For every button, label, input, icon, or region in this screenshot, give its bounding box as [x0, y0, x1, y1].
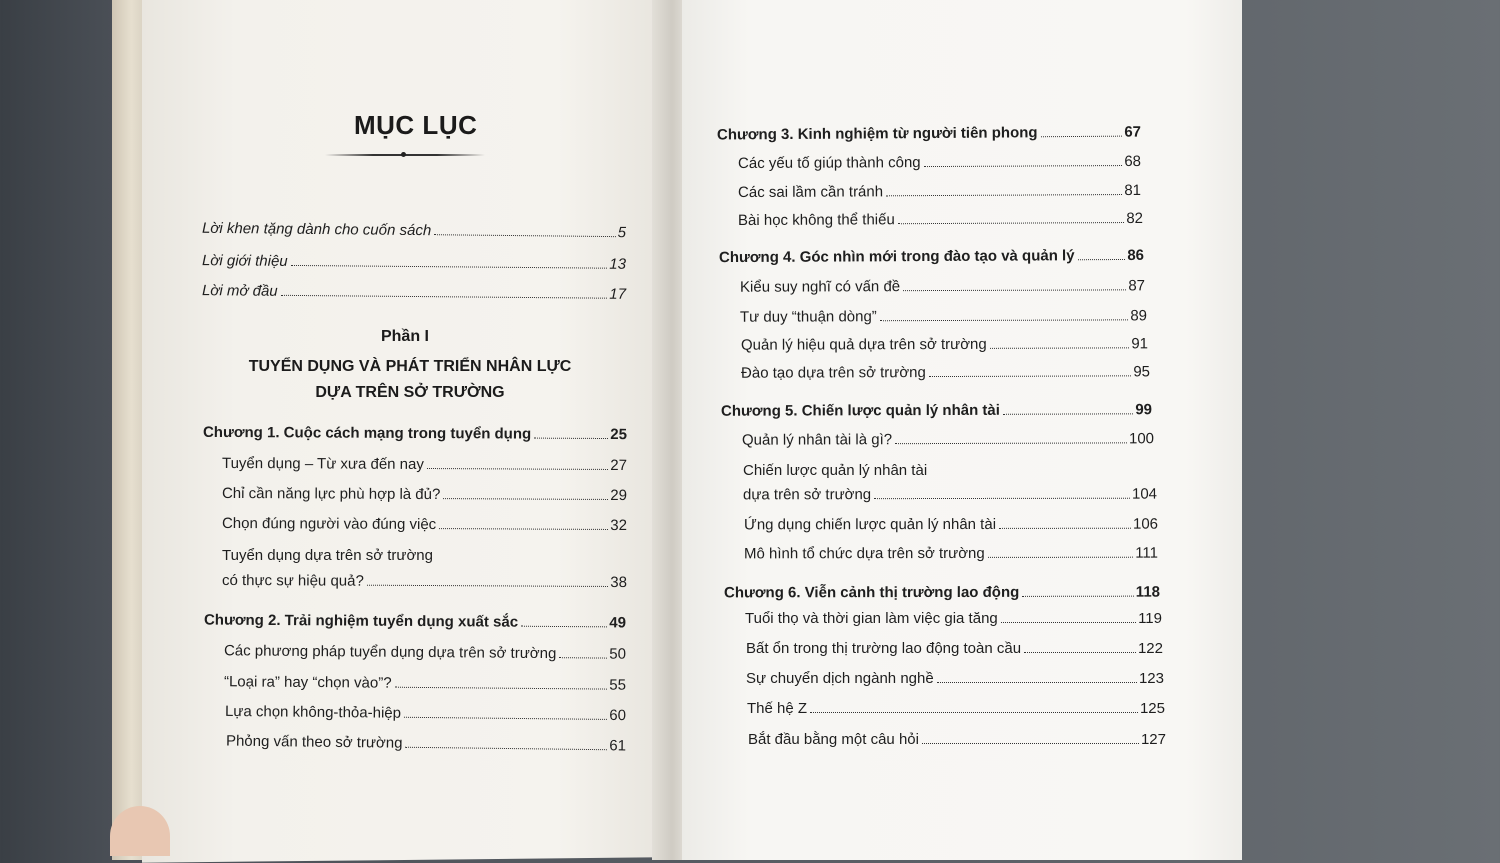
toc-section-3-3: Bài học không thể thiếu 82: [737, 209, 1144, 230]
toc-section-4-3: Quản lý hiệu quả dựa trên sở trường 91: [740, 335, 1149, 354]
toc-section-2-2: “Loại ra” hay “chọn vào”? 55: [223, 673, 627, 694]
toc-chapter-4: Chương 4. Góc nhìn mới trong đào tạo và quản lý 86: [718, 246, 1145, 267]
toc-section-2-3: Lựa chọn không-thỏa-hiệp 60: [224, 702, 627, 725]
toc-entry-preface: Lời mở đầu 17: [201, 282, 627, 303]
toc-section-6-2: Bất ổn trong thị trường lao động toàn cầu 122: [746, 640, 1163, 657]
toc-section-5-3: Ứng dụng chiến lược quản lý nhân tài 106: [743, 515, 1159, 534]
toc-chapter-6: Chương 6. Viễn cảnh thị trường lao động 118: [723, 583, 1161, 602]
part-label: Phần I: [380, 328, 429, 345]
toc-section-4-4: Đào tạo dựa trên sở trường 95: [740, 363, 1151, 382]
toc-section-1-4-line1: Tuyển dụng dựa trên sở trường: [222, 547, 433, 564]
toc-section-2-4: Phỏng vấn theo sở trường 61: [225, 732, 627, 755]
toc-section-1-4: có thực sự hiệu quả? 38: [221, 571, 628, 592]
toc-section-3-1: Các yếu tố giúp thành công 68: [737, 152, 1142, 173]
page-edges: [112, 0, 144, 860]
toc-section-5-2-line1: Chiến lược quản lý nhân tài: [743, 462, 928, 479]
toc-section-4-1: Kiểu suy nghĩ có vấn đề 87: [739, 277, 1146, 296]
toc-section-1-2: Chỉ cần năng lực phù hợp là đủ? 29: [221, 484, 628, 505]
toc-section-5-4: Mô hình tổ chức dựa trên sở trường 111: [743, 544, 1159, 563]
part-title-line1: TUYỂN DỤNG VÀ PHÁT TRIỂN NHÂN LỰC: [248, 358, 572, 375]
toc-section-4-2: Tư duy “thuận dòng” 89: [739, 307, 1148, 326]
toc-section-1-1: Tuyển dụng – Từ xưa đến nay 27: [221, 454, 628, 475]
toc-section-5-1: Quản lý nhân tài là gì? 100: [741, 430, 1155, 449]
toc-section-6-4: Thế hệ Z 125: [747, 700, 1165, 717]
toc-chapter-3: Chương 3. Kinh nghiệm từ người tiên phong 67: [716, 123, 1142, 144]
toc-entry-praise: Lời khen tặng dành cho cuốn sách 5: [201, 219, 627, 242]
toc-section-6-3: Sự chuyển dịch ngành nghề 123: [746, 670, 1164, 687]
toc-section-6-1: Tuổi thọ và thời gian làm việc gia tăng 119: [745, 610, 1162, 627]
toc-section-6-5: Bắt đầu bằng một câu hỏi 127: [748, 731, 1166, 748]
toc-chapter-2: Chương 2. Trải nghiệm tuyển dụng xuất sắc 49: [203, 611, 627, 632]
toc-title: MỤC LỤC: [354, 110, 478, 140]
part-title-line2: DỰA TRÊN SỞ TRƯỜNG: [315, 384, 505, 401]
toc-chapter-5: Chương 5. Chiến lược quản lý nhân tài 99: [720, 401, 1153, 420]
toc-entry-intro: Lời giới thiệu 13: [201, 252, 627, 273]
toc-section-5-2: dựa trên sở trường 104: [742, 485, 1158, 504]
toc-section-3-2: Các sai lầm cần tránh 81: [737, 181, 1142, 202]
toc-section-2-1: Các phương pháp tuyển dụng dựa trên sở trường 50: [223, 642, 627, 663]
toc-section-1-3: Chọn đúng người vào đúng việc 32: [221, 514, 628, 535]
toc-chapter-1: Chương 1. Cuộc cách mạng trong tuyển dụng 25: [202, 423, 628, 444]
title-divider-dot: [401, 152, 406, 157]
